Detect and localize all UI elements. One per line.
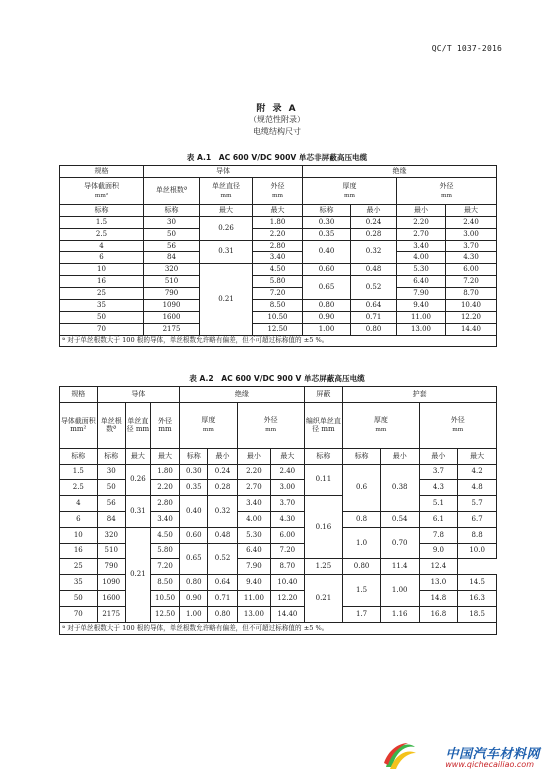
watermark-title: 中国汽车材料网 bbox=[445, 747, 540, 762]
t2-sub-min: 最小 bbox=[208, 448, 237, 464]
swoosh-logo-icon bbox=[382, 737, 418, 773]
cell: 7.90 bbox=[397, 288, 446, 300]
table-row bbox=[60, 496, 497, 512]
t2-h-od: 外径 mm bbox=[150, 402, 179, 448]
cell: 30 bbox=[97, 464, 125, 480]
t1-h-od: 外径 mm bbox=[253, 177, 303, 204]
cell: 10.50 bbox=[150, 590, 179, 606]
cell: 14.40 bbox=[271, 606, 304, 622]
cell: 0.80 bbox=[343, 559, 381, 575]
cell: 0.40 bbox=[180, 496, 208, 528]
cell: 0.6 bbox=[343, 464, 381, 511]
cell: 6.40 bbox=[237, 543, 270, 559]
t2-sub-min: 最小 bbox=[419, 448, 458, 464]
table-row bbox=[60, 527, 497, 543]
cell: 0.70 bbox=[380, 527, 419, 559]
cell: 70 bbox=[60, 606, 98, 622]
cell: 84 bbox=[97, 511, 125, 527]
cell: 14.40 bbox=[446, 323, 497, 335]
cell: 13.0 bbox=[419, 575, 458, 591]
table-row bbox=[60, 559, 497, 575]
cell: 16 bbox=[60, 543, 98, 559]
cell: 0.21 bbox=[304, 575, 343, 622]
cell: 10 bbox=[60, 527, 98, 543]
cell: 1.0 bbox=[343, 527, 381, 559]
cell: 0.60 bbox=[303, 264, 351, 276]
cell: 3.40 bbox=[237, 496, 270, 512]
cell: 0.35 bbox=[303, 228, 351, 240]
cell: 4 bbox=[60, 496, 98, 512]
table2-footnote: ª 对于单丝根数大于 100 根的导体，单丝根数允许略有偏差，但不可超过标称值的 ±5 %。 bbox=[60, 622, 497, 634]
cell: 6 bbox=[60, 511, 98, 527]
table-row bbox=[60, 606, 497, 622]
t1-sub-max: 最大 bbox=[200, 204, 253, 216]
t2-h-shield: 屏蔽 bbox=[304, 387, 343, 403]
table-row bbox=[60, 511, 497, 527]
cell: 14.8 bbox=[419, 590, 458, 606]
appendix-type: （规范性附录） bbox=[249, 115, 305, 124]
cell: 0.24 bbox=[208, 464, 237, 480]
cell: 790 bbox=[144, 288, 200, 300]
t1-h-spec: 规格 bbox=[60, 166, 144, 178]
cell: 10.0 bbox=[458, 543, 497, 559]
t1-sub-min: 最小 bbox=[351, 204, 397, 216]
cell: 2.40 bbox=[271, 464, 304, 480]
cell: 5.30 bbox=[237, 527, 270, 543]
cell: 4.50 bbox=[253, 264, 303, 276]
cell: 2.80 bbox=[150, 496, 179, 512]
cell: 9.0 bbox=[419, 543, 458, 559]
cell: 0.32 bbox=[351, 240, 397, 264]
t2-h-thickness: 厚度 mm bbox=[180, 402, 237, 448]
cell: 1.5 bbox=[60, 464, 98, 480]
cell: 0.26 bbox=[125, 464, 150, 496]
cell: 4.00 bbox=[397, 252, 446, 264]
cell: 50 bbox=[60, 590, 98, 606]
cell: 0.52 bbox=[351, 276, 397, 300]
cell: 510 bbox=[144, 276, 200, 288]
cell: 2175 bbox=[144, 323, 200, 335]
cell: 3.40 bbox=[150, 511, 179, 527]
t2-h-area: 导体截面积 mm² bbox=[60, 402, 98, 448]
cell: 0.28 bbox=[351, 228, 397, 240]
cell: 84 bbox=[144, 252, 200, 264]
cell: 0.80 bbox=[208, 606, 237, 622]
table2 bbox=[59, 386, 497, 635]
cell: 3.00 bbox=[446, 228, 497, 240]
cell: 0.52 bbox=[208, 543, 237, 575]
cell: 2.80 bbox=[253, 240, 303, 252]
document-number: QC/T 1037-2016 bbox=[431, 44, 502, 53]
cell: 13.00 bbox=[397, 323, 446, 335]
t2-sub-nominal: 标称 bbox=[180, 448, 208, 464]
cell: 0.48 bbox=[351, 264, 397, 276]
cell: 4 bbox=[60, 240, 144, 252]
cell: 8.50 bbox=[150, 575, 179, 591]
cell: 0.32 bbox=[208, 496, 237, 528]
cell: 1.25 bbox=[304, 559, 343, 575]
cell: 12.20 bbox=[271, 590, 304, 606]
cell: 5.1 bbox=[419, 496, 458, 512]
cell: 3.70 bbox=[271, 496, 304, 512]
cell: 5.30 bbox=[397, 264, 446, 276]
cell: 2.70 bbox=[237, 480, 270, 496]
cell: 6.40 bbox=[397, 276, 446, 288]
cell: 320 bbox=[97, 527, 125, 543]
t2-h-sheath-od: 外径 mm bbox=[419, 402, 496, 448]
cell: 12.20 bbox=[446, 311, 497, 323]
cell: 0.30 bbox=[180, 464, 208, 480]
cell: 1.80 bbox=[150, 464, 179, 480]
cell: 2.20 bbox=[253, 228, 303, 240]
cell: 790 bbox=[97, 559, 125, 575]
cell: 70 bbox=[60, 323, 144, 335]
cell: 50 bbox=[60, 311, 144, 323]
cell: 0.38 bbox=[380, 464, 419, 511]
t1-h-thickness: 厚度 mm bbox=[303, 177, 397, 204]
cell: 35 bbox=[60, 300, 144, 312]
cell: 1090 bbox=[97, 575, 125, 591]
cell: 0.71 bbox=[208, 590, 237, 606]
cell: 0.65 bbox=[180, 543, 208, 575]
cell: 3.40 bbox=[397, 240, 446, 252]
cell: 9.40 bbox=[397, 300, 446, 312]
cell: 12.50 bbox=[253, 323, 303, 335]
cell: 16.8 bbox=[419, 606, 458, 622]
t2-h-strands: 单丝根数ª bbox=[97, 402, 125, 448]
cell: 11.00 bbox=[397, 311, 446, 323]
site-watermark bbox=[390, 743, 540, 773]
t2-h-sheath-thickness: 厚度 mm bbox=[343, 402, 419, 448]
cell: 1.80 bbox=[253, 216, 303, 228]
cell: 0.90 bbox=[180, 590, 208, 606]
cell: 6.1 bbox=[419, 511, 458, 527]
t1-h-ins-od: 外径 mm bbox=[397, 177, 497, 204]
cell: 1.5 bbox=[343, 575, 381, 607]
cell: 4.30 bbox=[271, 511, 304, 527]
table-row bbox=[60, 228, 497, 240]
cell: 320 bbox=[144, 264, 200, 276]
cell: 0.48 bbox=[208, 527, 237, 543]
cell: 13.00 bbox=[237, 606, 270, 622]
t2-h-conductor: 导体 bbox=[97, 387, 180, 403]
cell: 0.24 bbox=[351, 216, 397, 228]
table-row bbox=[60, 276, 497, 288]
cell: 56 bbox=[97, 496, 125, 512]
t2-sub-nominal: 标称 bbox=[97, 448, 125, 464]
cell: 3.40 bbox=[253, 252, 303, 264]
cell: 2.70 bbox=[397, 228, 446, 240]
cell: 6.00 bbox=[271, 527, 304, 543]
cell: 2175 bbox=[97, 606, 125, 622]
table-row bbox=[60, 216, 497, 228]
table-row bbox=[60, 264, 497, 276]
cell: 18.5 bbox=[458, 606, 497, 622]
cell: 4.00 bbox=[237, 511, 270, 527]
cell: 4.8 bbox=[458, 480, 497, 496]
cell: 1.00 bbox=[180, 606, 208, 622]
cell: 3.00 bbox=[271, 480, 304, 496]
cell: 14.5 bbox=[458, 575, 497, 591]
t2-h-braid-dia: 编织单丝直径 mm bbox=[304, 402, 343, 448]
table1-caption: 表 A.1 AC 600 V/DC 900V 单芯非屏蔽高压电缆 bbox=[186, 153, 368, 162]
t2-sub-max: 最大 bbox=[150, 448, 179, 464]
cell: 8.8 bbox=[458, 527, 497, 543]
cell: 1.5 bbox=[60, 216, 144, 228]
watermark-url: www.qichecailiao.com bbox=[445, 760, 534, 769]
cell: 0.31 bbox=[200, 240, 253, 264]
cell: 8.70 bbox=[271, 559, 304, 575]
cell: 0.64 bbox=[208, 575, 237, 591]
cell: 2.20 bbox=[397, 216, 446, 228]
t2-sub-max: 最大 bbox=[271, 448, 304, 464]
t1-h-strands: 单丝根数ª bbox=[144, 177, 200, 204]
cell: 1.00 bbox=[303, 323, 351, 335]
cell: 50 bbox=[144, 228, 200, 240]
cell: 8.50 bbox=[253, 300, 303, 312]
cell: 9.40 bbox=[237, 575, 270, 591]
table-row bbox=[60, 543, 497, 559]
cell: 0.60 bbox=[180, 527, 208, 543]
cell: 1600 bbox=[97, 590, 125, 606]
cell: 7.20 bbox=[150, 559, 179, 575]
cell: 10 bbox=[60, 264, 144, 276]
cell: 4.50 bbox=[150, 527, 179, 543]
cell: 0.21 bbox=[200, 264, 253, 335]
cell: 1.16 bbox=[380, 606, 419, 622]
cell: 0.26 bbox=[200, 216, 253, 240]
cell: 0.40 bbox=[303, 240, 351, 264]
cell: 7.90 bbox=[237, 559, 270, 575]
cell: 7.8 bbox=[419, 527, 458, 543]
cell: 16 bbox=[60, 276, 144, 288]
cell: 6 bbox=[60, 252, 144, 264]
cell: 0.28 bbox=[208, 480, 237, 496]
cell: 6.00 bbox=[446, 264, 497, 276]
cell: 0.80 bbox=[303, 300, 351, 312]
table-row bbox=[60, 311, 497, 323]
t1-sub-nominal: 标称 bbox=[303, 204, 351, 216]
cell: 10.50 bbox=[253, 311, 303, 323]
cell: 0.16 bbox=[304, 496, 343, 559]
cell: 50 bbox=[97, 480, 125, 496]
cell: 2.20 bbox=[237, 464, 270, 480]
cell: 10.40 bbox=[446, 300, 497, 312]
cell: 8.70 bbox=[446, 288, 497, 300]
cell: 5.80 bbox=[150, 543, 179, 559]
cell: 25 bbox=[60, 288, 144, 300]
t1-sub-max: 最大 bbox=[446, 204, 497, 216]
table-row bbox=[60, 480, 497, 496]
cell: 0.65 bbox=[303, 276, 351, 300]
table-row bbox=[60, 288, 497, 300]
t1-sub-min: 最小 bbox=[397, 204, 446, 216]
cell: 4.3 bbox=[419, 480, 458, 496]
cell: 3.70 bbox=[446, 240, 497, 252]
table2-caption: 表 A.2 AC 600 V/DC 900 V 单芯屏蔽高压电缆 bbox=[189, 374, 365, 383]
cell: 2.40 bbox=[446, 216, 497, 228]
cell: 12.4 bbox=[419, 559, 458, 575]
t2-sub-max: 最大 bbox=[125, 448, 150, 464]
cell: 5.7 bbox=[458, 496, 497, 512]
table-row bbox=[60, 240, 497, 252]
cell: 2.5 bbox=[60, 480, 98, 496]
cell: 1.00 bbox=[380, 575, 419, 607]
t2-sub-nominal: 标称 bbox=[304, 448, 343, 464]
cell: 0.35 bbox=[180, 480, 208, 496]
cell: 6.7 bbox=[458, 511, 497, 527]
t2-sub-nominal: 标称 bbox=[60, 448, 98, 464]
table-row bbox=[60, 590, 497, 606]
cell: 0.90 bbox=[303, 311, 351, 323]
t2-sub-min: 最小 bbox=[237, 448, 270, 464]
cell: 7.20 bbox=[271, 543, 304, 559]
cell: 56 bbox=[144, 240, 200, 252]
cell: 0.11 bbox=[304, 464, 343, 496]
cell: 4.30 bbox=[446, 252, 497, 264]
table-row bbox=[60, 464, 497, 480]
cell: 2.5 bbox=[60, 228, 144, 240]
cell: 7.20 bbox=[253, 288, 303, 300]
cell: 35 bbox=[60, 575, 98, 591]
cell: 7.20 bbox=[446, 276, 497, 288]
cell: 16.3 bbox=[458, 590, 497, 606]
cell: 2.20 bbox=[150, 480, 179, 496]
table-row bbox=[60, 300, 497, 312]
cell: 4.2 bbox=[458, 464, 497, 480]
cell: 30 bbox=[144, 216, 200, 228]
cell: 0.30 bbox=[303, 216, 351, 228]
table1 bbox=[59, 165, 497, 347]
cell: 1090 bbox=[144, 300, 200, 312]
t1-sub-nominal: 标称 bbox=[144, 204, 200, 216]
t1-h-wire-dia: 单丝直径 mm bbox=[200, 177, 253, 204]
t2-h-ins-od: 外径 mm bbox=[237, 402, 304, 448]
cell: 0.31 bbox=[125, 496, 150, 528]
cell: 1600 bbox=[144, 311, 200, 323]
t2-h-wire-dia: 单丝直径 mm bbox=[125, 402, 150, 448]
cell: 510 bbox=[97, 543, 125, 559]
t1-sub-max: 最大 bbox=[253, 204, 303, 216]
cell: 12.50 bbox=[150, 606, 179, 622]
t2-sub-max: 最大 bbox=[458, 448, 497, 464]
table-row bbox=[60, 252, 497, 264]
t2-h-insulation: 绝缘 bbox=[180, 387, 304, 403]
appendix-subtitle: 电缆结构尺寸 bbox=[253, 127, 301, 136]
cell: 0.21 bbox=[125, 527, 150, 622]
t1-h-conductor: 导体 bbox=[144, 166, 303, 178]
cell: 5.80 bbox=[253, 276, 303, 288]
t2-sub-min: 最小 bbox=[380, 448, 419, 464]
t1-h-area: 导体截面积 mm² bbox=[60, 177, 144, 204]
table1-footnote: ª 对于单丝根数大于 100 根的导体，单丝根数允许略有偏差，但不可超过标称值的 ±5 %。 bbox=[60, 335, 497, 346]
cell: 0.71 bbox=[351, 311, 397, 323]
table-row bbox=[60, 575, 497, 591]
t1-sub-nominal: 标称 bbox=[60, 204, 144, 216]
t2-h-sheath: 护套 bbox=[343, 387, 497, 403]
cell: 11.4 bbox=[380, 559, 419, 575]
cell: 10.40 bbox=[271, 575, 304, 591]
t2-sub-nominal: 标称 bbox=[343, 448, 381, 464]
cell: 11.00 bbox=[237, 590, 270, 606]
t2-h-spec: 规格 bbox=[60, 387, 98, 403]
cell: 0.64 bbox=[351, 300, 397, 312]
cell: 0.80 bbox=[180, 575, 208, 591]
table-row bbox=[60, 323, 497, 335]
cell: 25 bbox=[60, 559, 98, 575]
cell: 0.80 bbox=[351, 323, 397, 335]
cell: 1.7 bbox=[343, 606, 381, 622]
cell: 0.54 bbox=[380, 511, 419, 527]
cell: 0.8 bbox=[343, 511, 381, 527]
t1-h-insulation: 绝缘 bbox=[303, 166, 497, 178]
cell: 3.7 bbox=[419, 464, 458, 480]
appendix-title: 附 录 A bbox=[256, 104, 298, 114]
